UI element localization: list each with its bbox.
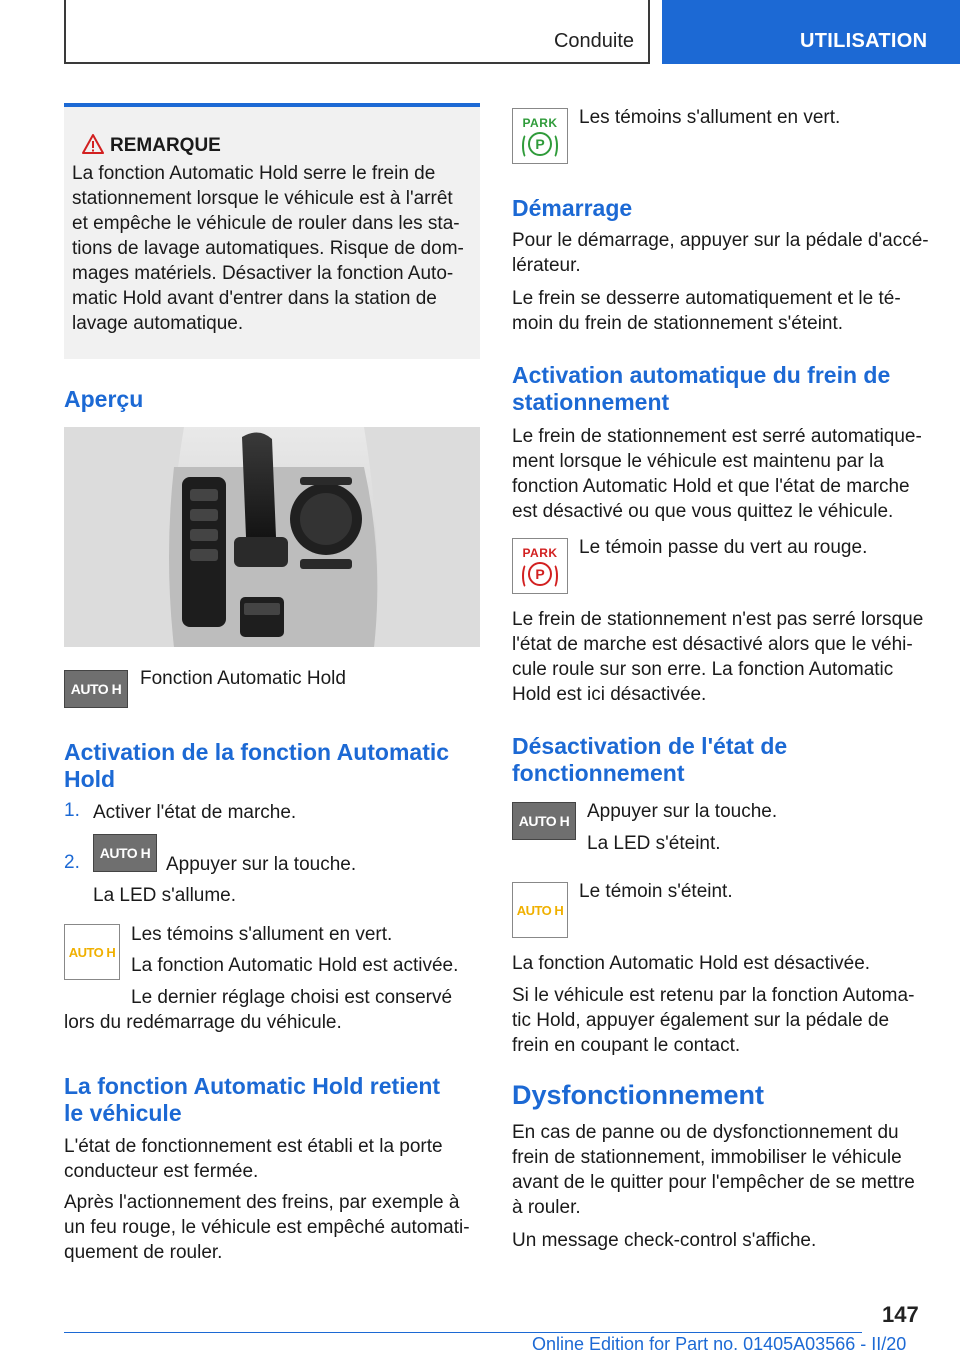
auto-park-heading-line-1: Activation automatique du frein de <box>512 362 891 388</box>
header-chapter-tab <box>662 0 960 64</box>
auto-hold-button-icon <box>93 834 157 872</box>
note-line: mages matériels. Désactiver la fonction Auto- <box>72 263 454 284</box>
footer-edition: Online Edition for Part no. 01405A03566 - II/20 <box>532 1334 907 1354</box>
park-p-symbol: P <box>528 562 552 586</box>
text-line: un feu rouge, le véhicule est empêché automati- <box>64 1217 470 1238</box>
auto-park-paragraph-1 <box>512 424 932 524</box>
header-section-title: Conduite <box>553 30 634 52</box>
overview-caption: Fonction Automatic Hold <box>140 668 346 689</box>
text-line: quement de rouler. <box>64 1242 223 1263</box>
green-lights-text: Les témoins s'allument en vert. <box>131 924 393 945</box>
note-line: stationnement lorsque le véhicule est à l'arrêt <box>72 188 453 209</box>
led-on-text: La LED s'allume. <box>93 885 237 906</box>
holds-paragraph-1 <box>64 1134 480 1184</box>
activated-text: La fonction Automatic Hold est activée. <box>131 955 459 976</box>
holds-paragraph-2 <box>64 1190 480 1265</box>
note-line: matic Hold avant d'entrer dans la station de <box>72 288 437 309</box>
auto-hold-button-icon <box>64 670 128 708</box>
malfunction-heading: Dysfonctionnement <box>512 1080 765 1110</box>
text-line: Si le véhicule est retenu par la fonction Automa- <box>512 985 915 1006</box>
text-line: Pour le démarrage, appuyer sur la pédale d'accé- <box>512 230 929 251</box>
center-console-image <box>64 427 480 647</box>
park-brake-red-icon <box>512 538 568 594</box>
text-line: avant de le quitter pour l'empêcher de se mettre <box>512 1172 915 1193</box>
setting-kept-text: lors du redémarrage du véhicule. <box>64 1012 342 1033</box>
setting-kept-text: Le dernier réglage choisi est conservé <box>131 987 453 1008</box>
deactivated-text: La fonction Automatic Hold est désactivée. <box>512 953 871 974</box>
auto-hold-indicator-label: AUTO H <box>516 902 564 918</box>
park-label: PARK <box>522 546 558 560</box>
note-line: tions de lavage automatiques. Risque de dom- <box>72 238 464 259</box>
auto-hold-icon-label: AUTO H <box>70 681 122 697</box>
led-off-text: La LED s'éteint. <box>587 833 721 854</box>
text-line: Le frein de stationnement est serré automatique- <box>512 426 922 447</box>
text-line: Après l'actionnement des freins, par exemple à <box>64 1192 460 1213</box>
text-line: Le frein de stationnement n'est pas serré lorsque <box>512 609 924 630</box>
text-line: Le frein se desserre automatiquement et le té- <box>512 288 901 309</box>
step-number: 2. <box>64 852 80 873</box>
text-line: cule roule sur son erre. La fonction Automatic <box>512 659 894 680</box>
green-to-red-text: Le témoin passe du vert au rouge. <box>579 537 868 558</box>
text-line: lérateur. <box>512 255 581 276</box>
text-line: fonction Automatic Hold et que l'état de marche <box>512 476 910 497</box>
malfunction-paragraph-1 <box>512 1120 932 1220</box>
malfunction-paragraph-2: Un message check-control s'affiche. <box>512 1230 817 1251</box>
auto-hold-indicator-icon <box>512 882 568 938</box>
text-line: à rouler. <box>512 1197 581 1218</box>
text-line: frein de stationnement, immobiliser le véhicule <box>512 1147 902 1168</box>
park-label: PARK <box>522 116 558 130</box>
note-line: et empêche le véhicule de rouler dans les sta- <box>72 213 460 234</box>
auto-hold-icon-label: AUTO H <box>99 845 151 861</box>
holds-heading-line-2: le véhicule <box>64 1100 182 1126</box>
step-number: 1. <box>64 800 80 821</box>
note-title: REMARQUE <box>110 135 221 156</box>
press-button-text: Appuyer sur la touche. <box>587 801 778 822</box>
auto-hold-indicator-icon <box>64 924 120 980</box>
holds-heading-line-1: La fonction Automatic Hold retient <box>64 1073 441 1099</box>
deactivation-heading-line-2: fonctionnement <box>512 760 685 786</box>
note-line: lavage automatique. <box>72 313 244 334</box>
auto-hold-icon-label: AUTO H <box>518 813 570 829</box>
text-line: tic Hold, appuyer également sur la pédale de <box>512 1010 890 1031</box>
auto-hold-button-icon <box>512 802 576 840</box>
activation-heading-line-1: Activation de la fonction Automatic <box>64 739 450 765</box>
lamp-off-text: Le témoin s'éteint. <box>579 881 733 902</box>
start-paragraph-2 <box>512 286 932 336</box>
footer-divider <box>64 1332 862 1333</box>
header-chapter-title: UTILISATION <box>800 30 928 52</box>
step-text: Activer l'état de marche. <box>93 802 297 823</box>
page-number: 147 <box>882 1302 919 1327</box>
text-line: Hold est ici désactivée. <box>512 684 707 705</box>
park-brake-green-icon <box>512 108 568 164</box>
auto-park-paragraph-2 <box>512 607 932 707</box>
auto-hold-indicator-label: AUTO H <box>68 944 116 960</box>
center-console-photo <box>64 427 480 647</box>
text-line: ment lorsque le véhicule est maintenu par la <box>512 451 884 472</box>
deactivation-heading-line-1: Désactivation de l'état de <box>512 733 788 759</box>
warning-icon <box>82 133 104 155</box>
text-line: l'état de marche est désactivé alors que le véhi- <box>512 634 913 655</box>
text-line: moin du frein de stationnement s'éteint. <box>512 313 844 334</box>
start-heading: Démarrage <box>512 195 633 221</box>
park-p-symbol: P <box>528 132 552 156</box>
text-line: est désactivé ou que vous quittez le véhicule. <box>512 501 894 522</box>
text-line: frein en coupant le contact. <box>512 1035 741 1056</box>
note-line: La fonction Automatic Hold serre le frein de <box>72 163 436 184</box>
green-lights-text: Les témoins s'allument en vert. <box>579 107 841 128</box>
text-line: En cas de panne ou de dysfonctionnement du <box>512 1122 899 1143</box>
auto-park-heading-line-2: stationnement <box>512 389 670 415</box>
text-line: conducteur est fermée. <box>64 1161 259 1182</box>
header-section-box <box>64 0 650 64</box>
start-paragraph-1 <box>512 228 932 278</box>
overview-heading: Aperçu <box>64 386 144 412</box>
activation-heading-line-2: Hold <box>64 766 116 792</box>
deactivation-paragraph-2 <box>512 983 932 1058</box>
note-box <box>64 103 480 359</box>
step-text: Appuyer sur la touche. <box>166 854 357 875</box>
text-line: L'état de fonctionnement est établi et la porte <box>64 1136 443 1157</box>
